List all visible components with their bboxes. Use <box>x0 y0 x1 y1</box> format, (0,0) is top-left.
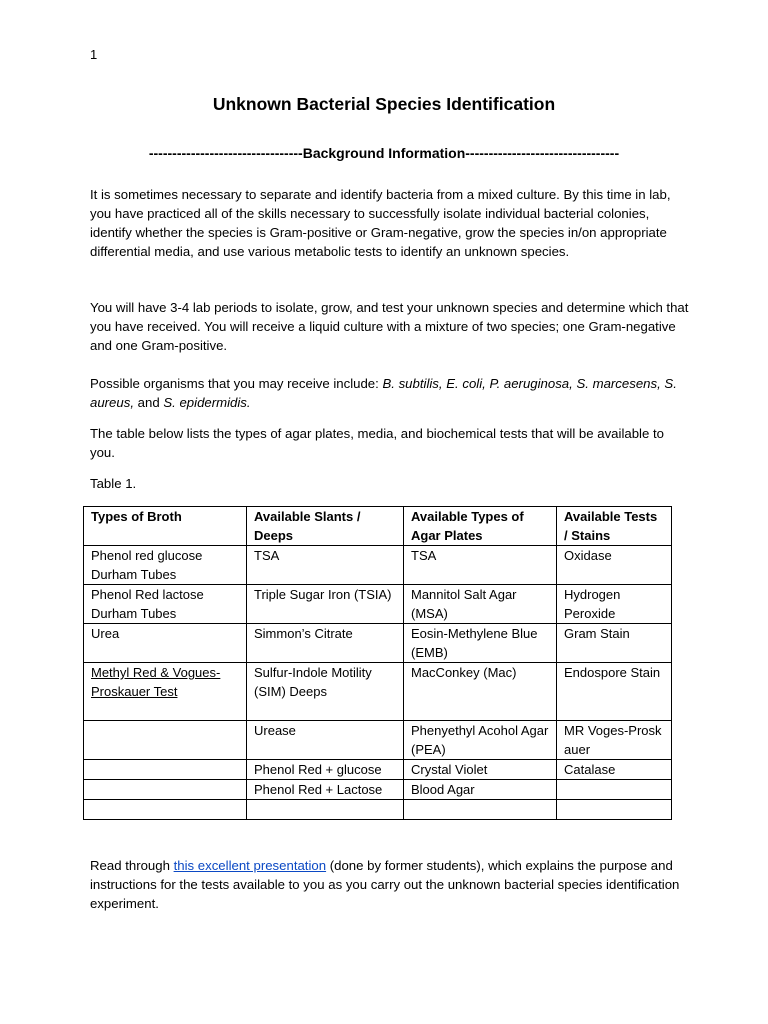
table-cell <box>84 721 247 760</box>
table-cell: Crystal Violet <box>404 760 557 780</box>
table-cell <box>84 780 247 800</box>
table-cell <box>557 780 672 800</box>
organisms-list: B. subtilis, E. coli, P. aeruginosa, S. marcesens, S. aureus, <box>90 376 677 410</box>
table-cell: Oxidase <box>557 546 672 585</box>
table-row <box>84 760 672 780</box>
table-cell: Urea <box>84 624 247 663</box>
table-cell: Gram Stain <box>557 624 672 663</box>
table-cell: Blood Agar <box>404 780 557 800</box>
table-row <box>84 585 672 624</box>
table-row <box>84 780 672 800</box>
table-cell: Phenol Red + glucose <box>247 760 404 780</box>
presentation-intro: Read through <box>90 858 174 873</box>
table-cell: Mannitol Salt Agar (MSA) <box>404 585 557 624</box>
organisms-and: and <box>134 395 164 410</box>
table-cell: Urease <box>247 721 404 760</box>
table-cell <box>247 800 404 820</box>
table-header-cell: Available Types of Agar Plates <box>404 507 557 546</box>
table-row <box>84 721 672 760</box>
table-header-row <box>84 507 672 546</box>
presentation-rest: (done by former students), which explains the purpose and instructions for the tests available to you as you carry out the unknown bacterial species identification experiment. <box>90 858 680 911</box>
organisms-intro: Possible organisms that you may receive include: <box>90 376 383 391</box>
table-cell: TSA <box>404 546 557 585</box>
table-cell: Eosin-Methylene Blue (EMB) <box>404 624 557 663</box>
table-cell <box>557 800 672 820</box>
table-header-cell: Available Tests / Stains <box>557 507 672 546</box>
table-row <box>84 663 672 721</box>
table-cell: Phenol Red lactose Durham Tubes <box>84 585 247 624</box>
table-cell: MR Voges-Proskauer <box>557 721 672 760</box>
table-cell: Phenol red glucose Durham Tubes <box>84 546 247 585</box>
table-intro-paragraph: The table below lists the types of agar plates, media, and biochemical tests that will be available to you. <box>90 426 664 460</box>
table-cell <box>404 800 557 820</box>
page-number: 1 <box>90 47 98 62</box>
media-table <box>83 506 672 820</box>
table-cell: Simmon’s Citrate <box>247 624 404 663</box>
page-title: Unknown Bacterial Species Identification <box>212 94 556 114</box>
table-cell: Catalase <box>557 760 672 780</box>
table-cell: Phenol Red + Lactose <box>247 780 404 800</box>
table-header-cell: Types of Broth <box>84 507 247 546</box>
table-cell <box>84 800 247 820</box>
presentation-paragraph <box>90 856 690 913</box>
table-row <box>84 624 672 663</box>
organisms-paragraph <box>90 374 690 412</box>
table-cell: Phenyethyl Acohol Agar (PEA) <box>404 721 557 760</box>
lab-periods-paragraph: You will have 3-4 lab periods to isolate, grow, and test your unknown species and determine which that you have received. You will receive a liquid culture with a mixture of two species; one Gram-negative and one Gram-positive. <box>90 300 689 353</box>
section-heading: ---------------------------------Background Information--------------------------------- <box>148 145 620 161</box>
table-cell: Hydrogen Peroxide <box>557 585 672 624</box>
table-cell: Endospore Stain <box>557 663 672 721</box>
table-row <box>84 546 672 585</box>
table-cell <box>84 663 247 721</box>
intro-paragraph: It is sometimes necessary to separate and identify bacteria from a mixed culture. By this time in lab, you have practiced all of the skills necessary to successfully isolate individual bacterial colonies, identify whether the species is Gram-positive or Gram-negative, grow the species in/on appropriate differential media, and use various metabolic tests to identify an unknown species. <box>90 187 671 259</box>
table-header-cell: Available Slants / Deeps <box>247 507 404 546</box>
table-cell-underlined: Methyl Red & Vogues-Proskauer Test <box>91 665 221 699</box>
presentation-link[interactable]: this excellent presentation <box>173 858 327 873</box>
table-cell: Sulfur-Indole Motility (SIM) Deeps <box>247 663 404 721</box>
table-row <box>84 800 672 820</box>
table-cell: TSA <box>247 546 404 585</box>
organisms-last: S. epidermidis. <box>163 395 251 410</box>
table-cell: MacConkey (Mac) <box>404 663 557 721</box>
table-caption: Table 1. <box>90 476 137 491</box>
table-cell: Triple Sugar Iron (TSIA) <box>247 585 404 624</box>
table-cell <box>84 760 247 780</box>
